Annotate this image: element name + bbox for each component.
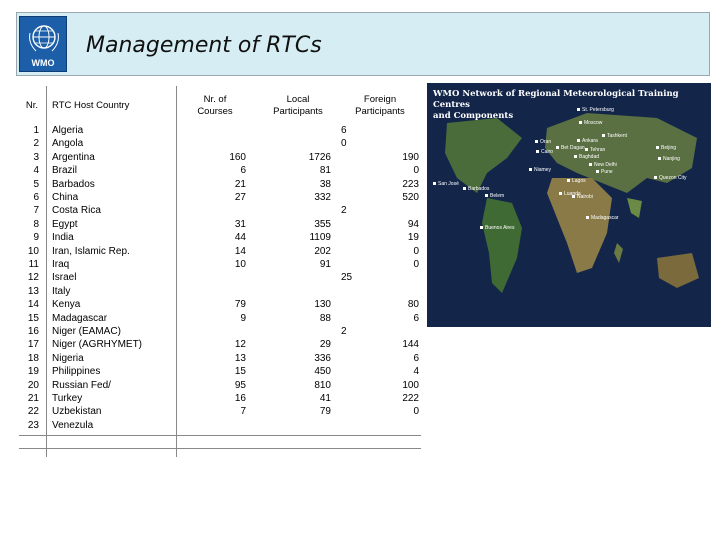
row-country: Argentina xyxy=(52,151,95,163)
row-country: Costa Rica xyxy=(52,205,101,217)
globe-icon xyxy=(26,21,62,55)
row-courses: 6 xyxy=(240,165,246,177)
map-city-label: Lagos xyxy=(567,178,586,184)
map-city-label: Quezon City xyxy=(654,175,687,181)
table-row xyxy=(19,245,421,259)
row-number: 13 xyxy=(27,285,39,297)
row-number: 14 xyxy=(27,299,39,311)
row-foreign: 0 xyxy=(413,406,419,418)
table-row xyxy=(19,285,421,299)
row-total-participants: 6 xyxy=(341,125,347,136)
row-country: Egypt xyxy=(52,218,78,230)
row-country: Venezula xyxy=(52,419,94,431)
row-number: 10 xyxy=(27,245,39,257)
map-city-label: Nanjing xyxy=(658,156,680,162)
row-courses: 7 xyxy=(240,406,246,418)
table-row xyxy=(19,365,421,379)
row-courses: 31 xyxy=(234,218,246,230)
row-foreign: 94 xyxy=(407,218,419,230)
map-title xyxy=(433,89,711,122)
row-country: Russian Fed/ xyxy=(52,379,111,391)
table-row xyxy=(19,151,421,165)
row-local: 29 xyxy=(319,339,331,351)
table-row xyxy=(19,352,421,366)
table-row xyxy=(19,124,421,138)
wmo-logo xyxy=(19,16,67,72)
row-number: 23 xyxy=(27,419,39,431)
row-total-participants: 2 xyxy=(341,326,347,337)
row-number: 16 xyxy=(27,326,39,337)
col-header-local-line1: Local xyxy=(286,94,310,105)
map-city-label: Niamey xyxy=(529,167,551,173)
map-city-label: Moscow xyxy=(579,120,602,126)
row-country: Niger (AGRHYMET) xyxy=(52,339,143,351)
row-foreign: 223 xyxy=(402,178,419,190)
map-city-label: Barbados xyxy=(463,186,489,192)
col-header-local-line2: Participants xyxy=(273,106,323,117)
table-row xyxy=(19,379,421,393)
map-title-line2: and Components xyxy=(433,111,514,121)
map-city-label: Cairo xyxy=(536,149,553,155)
row-foreign: 6 xyxy=(413,312,419,324)
row-foreign: 222 xyxy=(402,393,419,404)
row-local: 81 xyxy=(319,165,331,177)
row-foreign: 19 xyxy=(407,232,419,244)
table-row xyxy=(19,191,421,205)
row-courses: 14 xyxy=(234,245,246,257)
col-header-country: RTC Host Country xyxy=(52,100,130,111)
table-row xyxy=(19,178,421,192)
map-city-label: San José xyxy=(433,181,459,187)
page-title: Management of RTCs xyxy=(86,33,322,58)
row-local: 336 xyxy=(314,352,331,364)
row-foreign: 0 xyxy=(413,245,419,257)
table-row xyxy=(19,419,421,433)
map-city-label: St. Petersburg xyxy=(577,107,614,113)
row-country: Uzbekistan xyxy=(52,406,102,418)
row-country: India xyxy=(52,232,74,244)
table-row xyxy=(19,312,421,326)
table-row xyxy=(19,231,421,245)
row-number: 11 xyxy=(28,259,39,270)
row-courses: 12 xyxy=(234,339,246,351)
table-row xyxy=(19,258,421,272)
row-foreign: 80 xyxy=(407,299,419,311)
row-foreign: 0 xyxy=(413,165,419,177)
row-total-participants: 0 xyxy=(341,138,347,150)
row-courses: 27 xyxy=(234,192,246,203)
table-row xyxy=(19,137,421,151)
row-courses: 16 xyxy=(234,393,246,404)
row-number: 15 xyxy=(27,312,39,324)
map-city-label: Beijing xyxy=(656,145,676,151)
map-city-label: Ankara xyxy=(577,138,598,144)
table-row xyxy=(19,164,421,178)
table-row xyxy=(19,218,421,232)
row-foreign: 6 xyxy=(413,352,419,364)
row-courses: 9 xyxy=(240,312,246,324)
map-title-line1: WMO Network of Regional Meteorological Training Centres xyxy=(433,89,679,110)
row-local: 355 xyxy=(314,218,331,230)
row-local: 79 xyxy=(319,406,331,418)
row-number: 3 xyxy=(33,151,39,163)
row-number: 4 xyxy=(33,165,39,177)
row-courses: 21 xyxy=(234,178,246,190)
row-country: Madagascar xyxy=(52,312,108,324)
map-city-label: Belem xyxy=(485,193,504,199)
row-foreign: 4 xyxy=(413,366,419,378)
map-city-label: Baghdad xyxy=(574,154,599,160)
row-foreign: 0 xyxy=(413,259,419,270)
map-city-label: Tehran xyxy=(585,147,605,153)
row-courses: 10 xyxy=(234,259,246,270)
row-local: 450 xyxy=(314,366,331,378)
map-city-label: Tashkent xyxy=(602,133,627,139)
row-country: Iraq xyxy=(52,259,70,270)
row-local: 91 xyxy=(319,259,331,270)
row-number: 18 xyxy=(27,352,39,364)
row-number: 12 xyxy=(27,272,39,284)
map-city-label: Oran xyxy=(535,139,551,145)
col-header-courses-line1: Nr. of xyxy=(203,94,227,105)
rtc-table xyxy=(19,86,421,457)
row-foreign: 190 xyxy=(402,151,419,163)
table-divider xyxy=(19,435,421,436)
row-local: 38 xyxy=(319,178,331,190)
row-number: 5 xyxy=(33,178,39,190)
table-row xyxy=(19,392,421,406)
row-courses: 160 xyxy=(229,151,246,163)
row-number: 8 xyxy=(33,218,39,230)
row-total-participants: 25 xyxy=(341,272,353,284)
map-city-label: New Delhi xyxy=(589,162,617,168)
row-country: Philippines xyxy=(52,366,101,378)
col-header-courses-line2: Courses xyxy=(197,106,233,117)
row-number: 9 xyxy=(33,232,39,244)
row-courses: 15 xyxy=(234,366,246,378)
row-country: Israel xyxy=(52,272,77,284)
row-country: Brazil xyxy=(52,165,78,177)
row-local: 41 xyxy=(319,393,331,404)
row-local: 332 xyxy=(314,192,331,203)
row-total-participants: 2 xyxy=(341,205,347,217)
row-country: Nigeria xyxy=(52,352,84,364)
row-country: Italy xyxy=(52,285,71,297)
row-local: 88 xyxy=(319,312,331,324)
row-local: 810 xyxy=(314,379,331,391)
row-local: 1726 xyxy=(308,151,331,163)
row-local: 1109 xyxy=(309,232,331,244)
col-header-foreign-line1: Foreign xyxy=(363,94,397,105)
row-number: 6 xyxy=(33,192,39,203)
table-row xyxy=(19,338,421,352)
map-city-label: Nairobi xyxy=(572,194,593,200)
map-city-label: Bet Dagan xyxy=(556,145,585,151)
row-country: Turkey xyxy=(52,393,83,404)
row-country: Kenya xyxy=(52,299,81,311)
table-row xyxy=(19,204,421,218)
map-city-label: Buenos Aires xyxy=(480,225,514,231)
row-country: China xyxy=(52,192,79,203)
table-row xyxy=(19,271,421,285)
rtc-network-map xyxy=(427,83,711,327)
row-number: 19 xyxy=(27,366,39,378)
table-row xyxy=(19,405,421,419)
row-number: 1 xyxy=(33,125,39,136)
row-local: 130 xyxy=(314,299,331,311)
row-foreign: 520 xyxy=(402,192,419,203)
logo-label: WMO xyxy=(31,58,55,68)
table-row xyxy=(19,325,421,339)
row-number: 2 xyxy=(33,138,39,150)
table-divider xyxy=(19,448,421,449)
row-courses: 44 xyxy=(234,232,246,244)
row-country: Niger (EAMAC) xyxy=(52,326,121,337)
row-country: Algeria xyxy=(52,125,84,136)
map-city-label: Luanda xyxy=(559,191,581,197)
row-country: Angola xyxy=(52,138,84,150)
table-row xyxy=(19,298,421,312)
row-country: Iran, Islamic Rep. xyxy=(52,245,130,257)
row-country: Barbados xyxy=(52,178,95,190)
row-courses: 95 xyxy=(234,379,246,391)
row-foreign: 100 xyxy=(402,379,419,391)
row-number: 17 xyxy=(27,339,39,351)
row-number: 20 xyxy=(27,379,39,391)
row-number: 22 xyxy=(27,406,39,418)
col-header-nr: Nr. xyxy=(25,100,39,111)
row-foreign: 144 xyxy=(402,339,419,351)
row-local: 202 xyxy=(314,245,331,257)
map-city-label: Pune xyxy=(596,169,613,175)
col-header-foreign-line2: Participants xyxy=(355,106,405,117)
map-city-label: Madagascar xyxy=(586,215,619,221)
row-number: 7 xyxy=(33,205,39,217)
row-courses: 13 xyxy=(234,352,246,364)
row-courses: 79 xyxy=(234,299,246,311)
row-number: 21 xyxy=(27,393,39,404)
